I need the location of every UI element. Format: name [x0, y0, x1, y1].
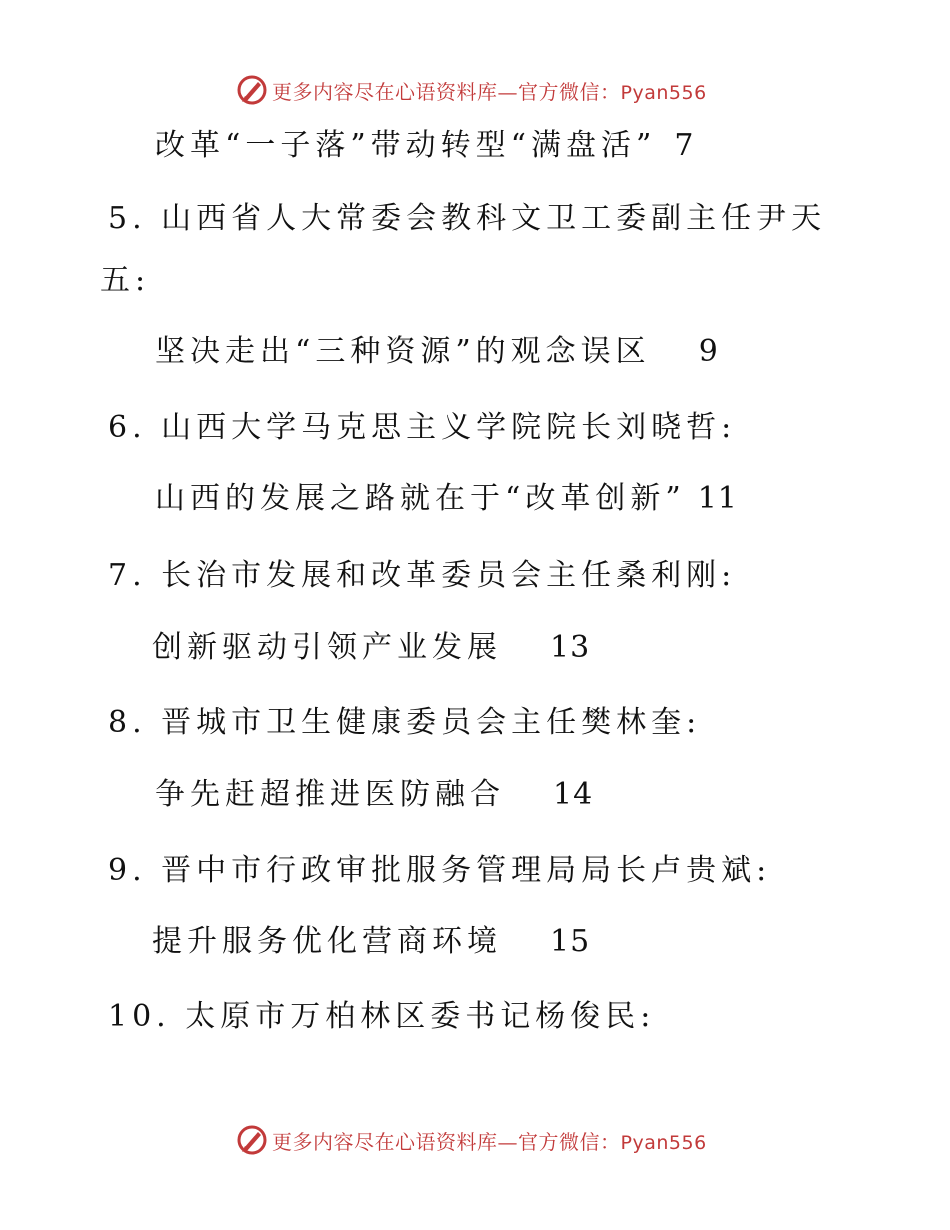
toc-entry-heading: 5. 山西省人大常委会教科文卫工委副主任尹天	[108, 201, 827, 236]
page-number: 13	[550, 630, 591, 665]
toc-line: 山西的发展之路就在于“改革创新” 11	[155, 481, 738, 516]
page-number: 9	[698, 334, 719, 369]
toc-entry-heading: 五:	[100, 263, 151, 298]
page-number: 7	[674, 128, 695, 163]
page-number: 11	[697, 481, 738, 516]
toc-entry-heading: 10. 太原市万柏林区委书记杨俊民:	[108, 999, 656, 1034]
toc-entry-heading: 8. 晋城市卫生健康委员会主任樊林奎:	[108, 705, 702, 740]
footer-banner	[0, 1120, 950, 1160]
banner-text: 更多内容尽在心语资料库—官方微信：Pyan556	[272, 80, 707, 104]
toc-entry-heading: 9. 晋中市行政审批服务管理局局长卢贵斌:	[108, 853, 772, 888]
pen-logo-icon	[236, 1124, 268, 1156]
toc-line: 争先赶超推进医防融合 14	[155, 777, 594, 812]
toc-line: 改革“一子落”带动转型“满盘活” 7	[155, 128, 695, 163]
page-number: 15	[550, 924, 591, 959]
pen-logo-icon	[236, 74, 268, 106]
toc-entry-heading: 7. 长治市发展和改革委员会主任桑利刚:	[108, 558, 737, 593]
toc-line: 提升服务优化营商环境 15	[152, 924, 591, 959]
banner-wechat-id: Pyan556	[620, 82, 707, 104]
toc-entry-heading: 6. 山西大学马克思主义学院院长刘晓哲:	[108, 410, 737, 445]
banner-wechat-id: Pyan556	[620, 1132, 707, 1154]
toc-line: 坚决走出“三种资源”的观念误区 9	[155, 334, 719, 369]
toc-line: 创新驱动引领产业发展 13	[152, 630, 591, 665]
banner-text: 更多内容尽在心语资料库—官方微信：Pyan556	[272, 1130, 707, 1154]
page-number: 14	[553, 777, 594, 812]
header-banner	[0, 70, 950, 110]
